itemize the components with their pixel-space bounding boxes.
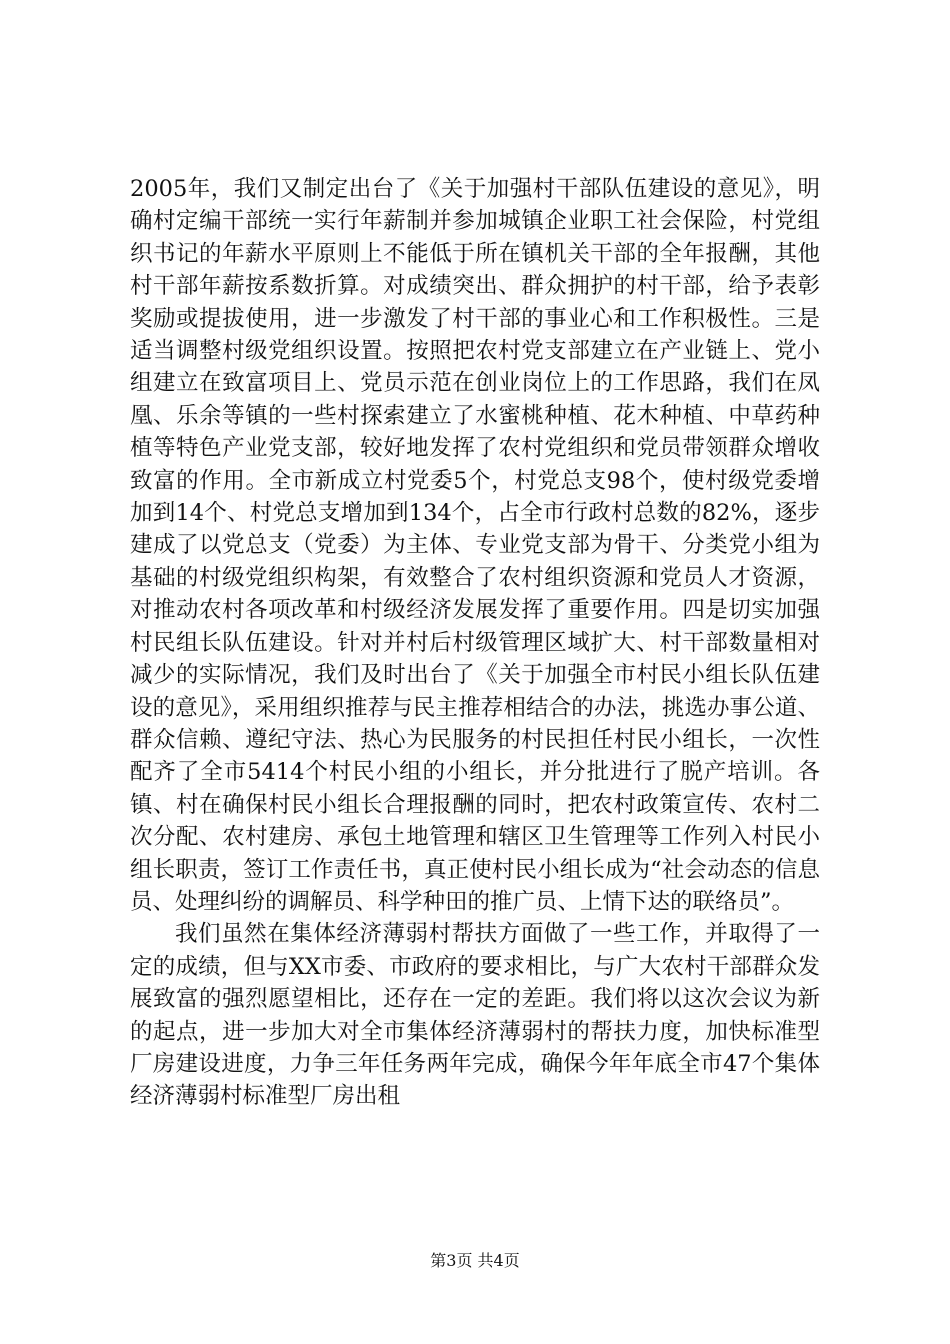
body-paragraph-continued: 2005年，我们又制定出台了《关于加强村干部队伍建设的意见》，明确村定编干部统一实行年薪制并参加城镇企业职工社会保险，村党组织书记的年薪水平原则上不能低于所在镇机关干部的全年报酬，其他村干部年薪按系数折算。对成绩突出、群众拥护的村干部，给予表彰奖励或提拔使用，进一步激发了村干部的事业心和工作积极性。三是适当调整村级党组织设置。按照把农村党支部建立在产业链上、党小组建立在致富项目上、党员示范在创业岗位上的工作思路，我们在凤凰、乐余等镇的一些村探索建立了水蜜桃种植、花木种植、中草药种植等特色产业党支部，较好地发挥了农村党组织和党员带领群众增收致富的作用。全市新成立村党委5个，村党总支98个，使村级党委增加到14个、村党总支增加到134个，占全市行政村总数的82%，逐步建成了以党总支（党委）为主体、专业党支部为骨干、分类党小组为基础的村级党组织构架，有效整合了农村组织资源和党员人才资源，对推动农村各项改革和村级经济发展发挥了重要作用。四是切实加强村民组长队伍建设。针对并村后村级管理区域扩大、村干部数量相对减少的实际情况，我们及时出台了《关于加强全市村民小组长队伍建设的意见》，采用组织推荐与民主推荐相结合的办法，挑选办事公道、群众信赖、遵纪守法、热心为民服务的村民担任村民小组长，一次性配齐了全市5414个村民小组的小组长，并分批进行了脱产培训。各镇、村在确保村民小组长合理报酬的同时，把农村政策宣传、农村二次分配、农村建房、承包土地管理和辖区卫生管理等工作列入村民小组长职责，签订工作责任书，真正使村民小组长成为“社会动态的信息员、处理纠纷的调解员、科学种田的推广员、上情下达的联络员”。: [130, 176, 820, 915]
page-number-footer: 第3页 共4页: [430, 1251, 520, 1270]
body-paragraph: 我们虽然在集体经济薄弱村帮扶方面做了一些工作，并取得了一定的成绩，但与XX市委、市政府的要求相比，与广大农村干部群众发展致富的强烈愿望相比，还存在一定的差距。我们将以这次会议为新的起点，进一步加大对全市集体经济薄弱村的帮扶力度，加快标准型厂房建设进度，力争三年任务两年完成，确保今年年底全市47个集体经济薄弱村标准型厂房出租: [130, 921, 820, 1110]
document-body: [130, 173, 820, 1113]
